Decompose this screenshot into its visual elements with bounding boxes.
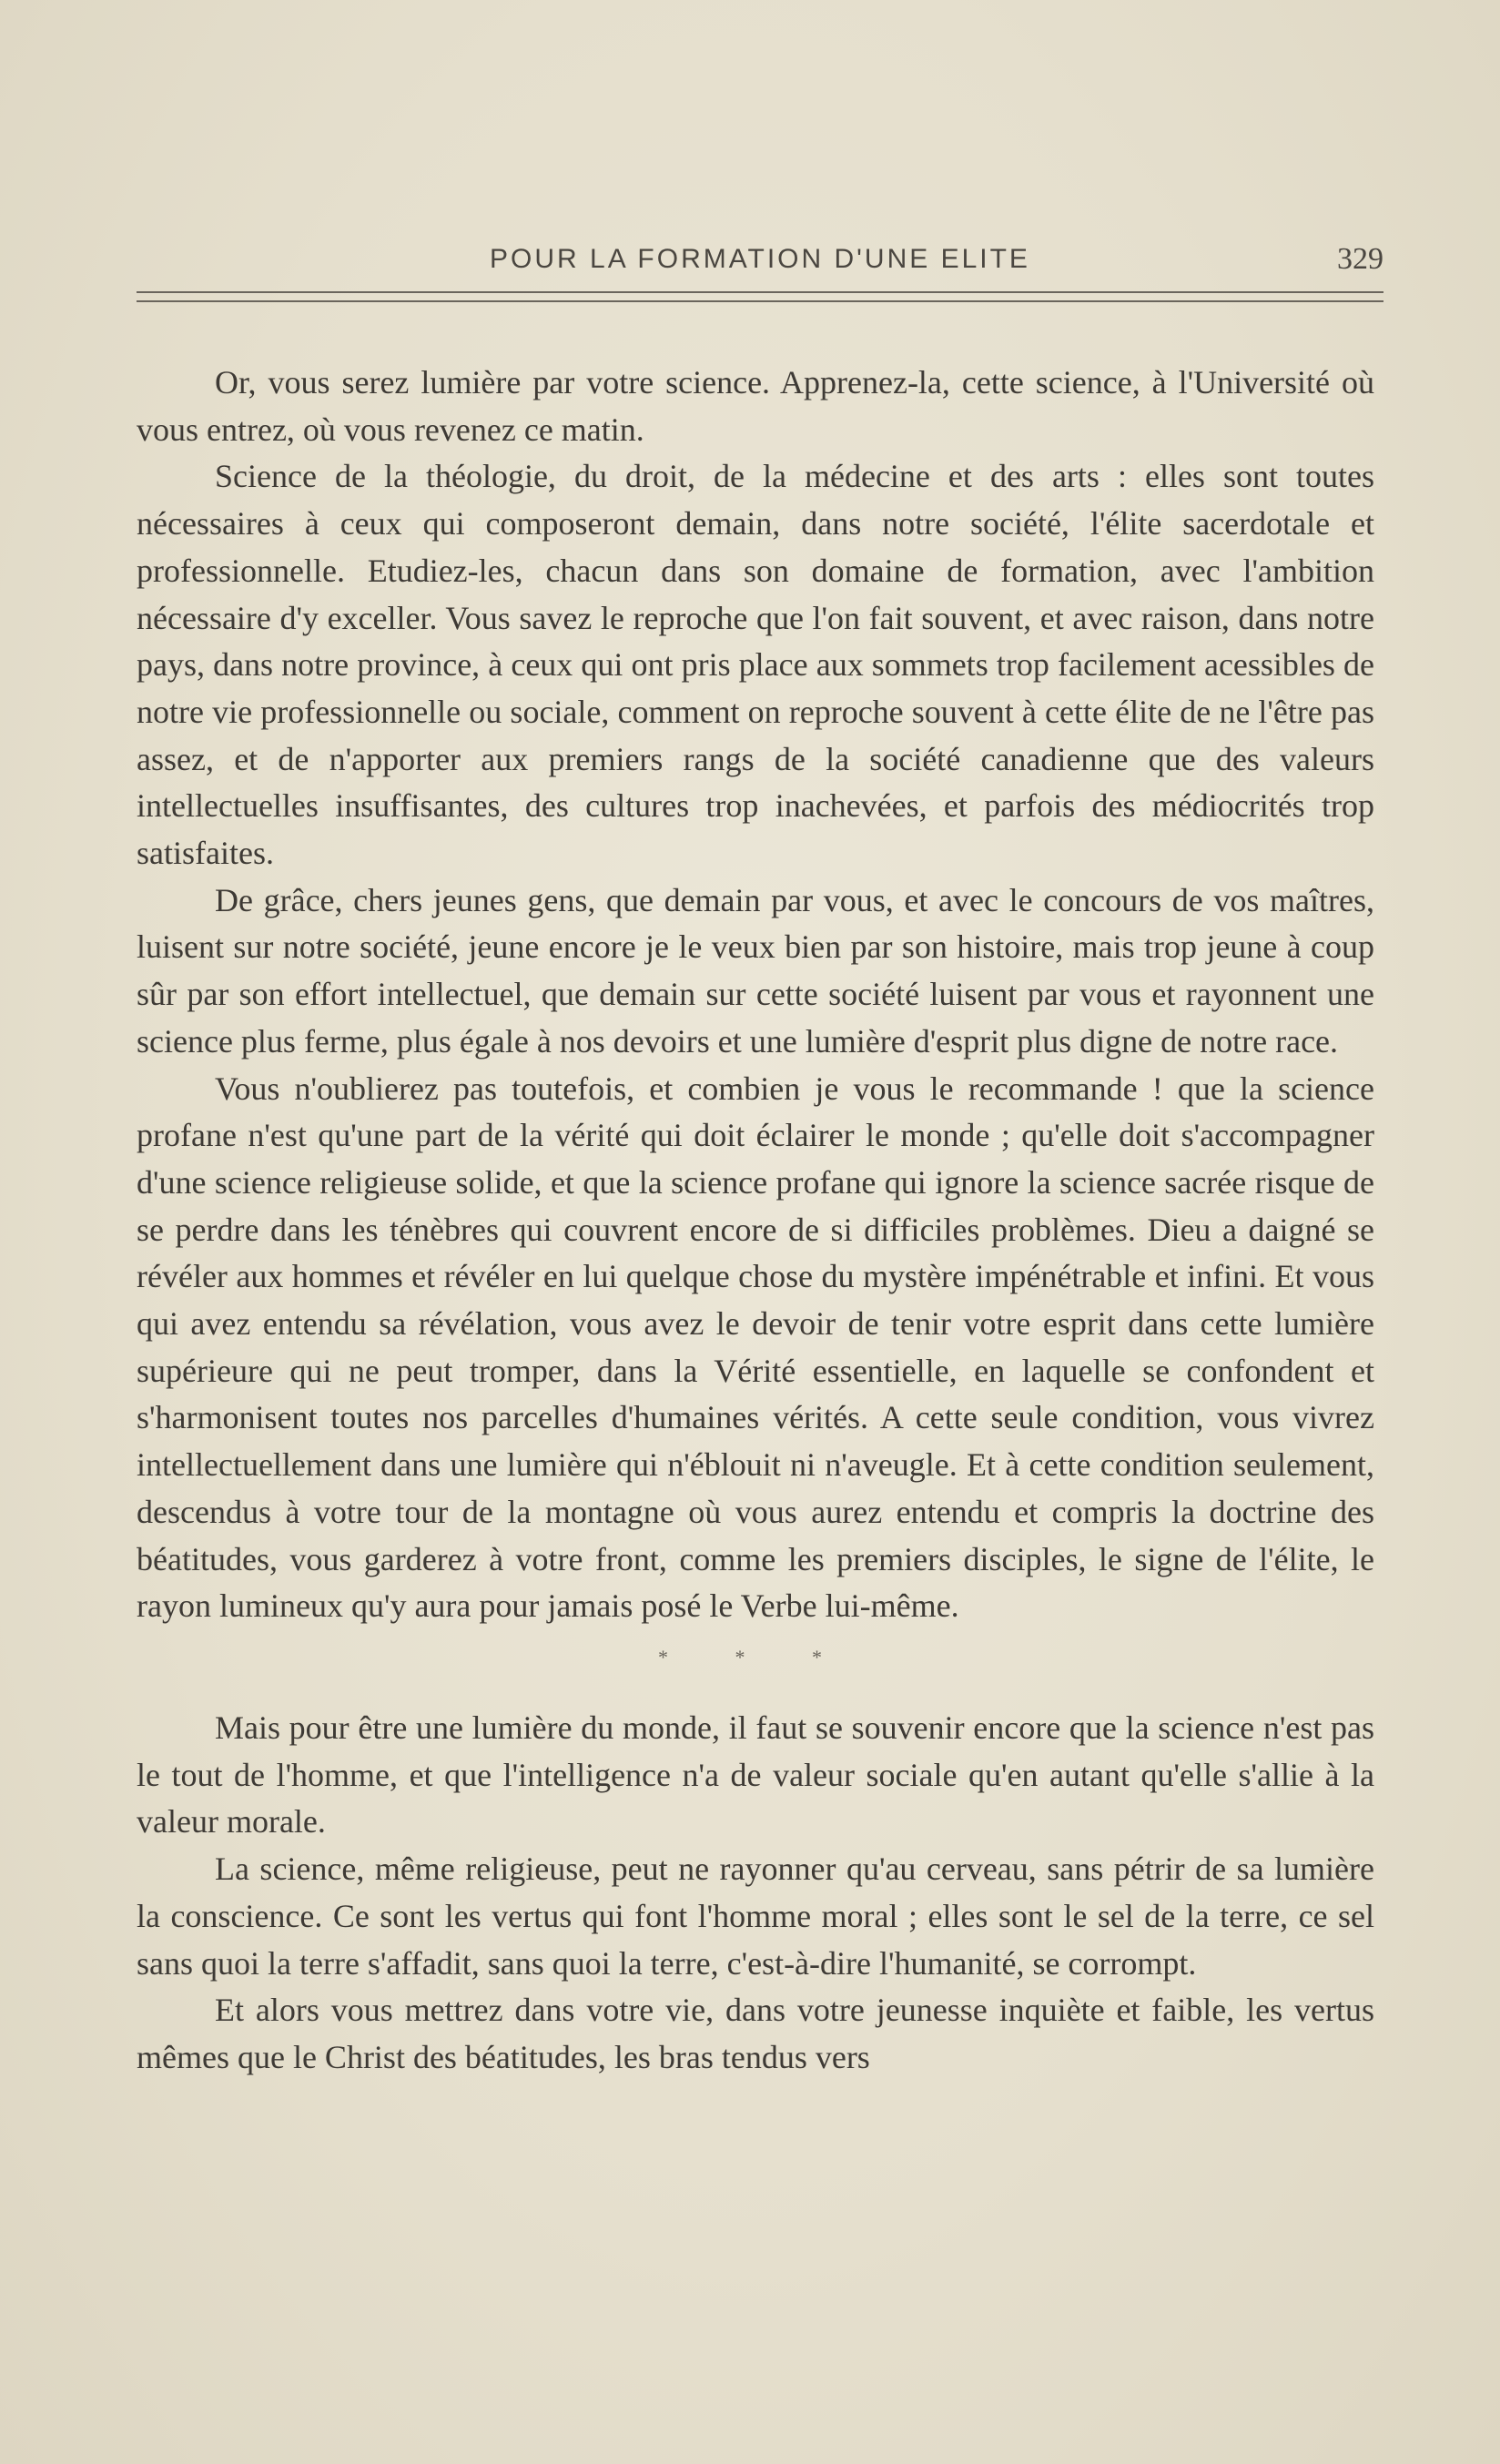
body-text xyxy=(137,360,1374,2082)
header-rule-double xyxy=(137,300,1383,302)
page-header xyxy=(137,238,1383,284)
paragraph: Mais pour être une lumière du monde, il faut se souvenir encore que la science n'est pas le tout de l'homme, et que l'intelligence n'a de valeur sociale qu'en autant qu'elle s'allie à la valeur morale. xyxy=(137,1709,1374,1840)
paragraph: De grâce, chers jeunes gens, que demain par vous, et avec le concours de vos maîtres, luisent sur notre société, jeune encore je le veux bien par son histoire, mais trop jeune à coup sûr par son effort intellectuel, que demain sur cette société luisent par vous et rayonnent une science plus ferme, plus égale à nos devoirs et une lumière d'esprit plus digne de notre race. xyxy=(137,881,1374,1060)
paragraph: Et alors vous mettrez dans votre vie, dans votre jeunesse inquiète et faible, les vertus mêmes que le Christ des béatitudes, les bras tendus vers xyxy=(137,1992,1374,2075)
paragraph: La science, même religieuse, peut ne rayonner qu'au cerveau, sans pétrir de sa lumière la conscience. Ce sont les vertus qui font l'homme moral ; elles sont le sel de la terre, ce sel sans quoi la terre s'affadit, sans quoi la terre, c'est-à-dire l'humanité, se corrompt. xyxy=(137,1851,1374,1982)
paragraph: Or, vous serez lumière par votre science. Apprenez-la, cette science, à l'Université où vous entrez, où vous revenez ce matin. xyxy=(137,364,1374,448)
running-title: POUR LA FORMATION D'UNE ELITE xyxy=(490,244,1030,274)
header-rule xyxy=(137,291,1383,293)
paragraph: Science de la théologie, du droit, de la médecine et des arts : elles sont toutes nécessaires à ceux qui composeront demain, dans notre société, l'élite sacerdotale et professionnelle. Etudiez-les, chacun dans son domaine de formation, avec l'ambition nécessaire d'y exceller. Vous savez le reproche que l'on fait souvent, et avec raison, dans notre pays, dans notre province, à ceux qui ont pris place aux sommets trop facilement acessibles de notre vie professionnelle ou sociale, comment on reproche souvent à cette élite de ne l'être pas assez, et de n'apporter aux premiers rangs de la société canadienne que des valeurs intellectuelles insuffisantes, des cultures trop inachevées, et parfois des médiocrités trop satisfaites. xyxy=(137,458,1374,872)
section-separator: * * * xyxy=(658,1645,853,1668)
paragraph: Vous n'oublierez pas toutefois, et combien je vous le recommande ! que la science profane n'est qu'une part de la vérité qui doit éclairer le monde ; qu'elle doit s'accompagner d'une science religieuse solide, et que la science profane qui ignore la science sacrée risque de se perdre dans les ténèbres qui couvrent encore de si difficiles problèmes. Dieu a daigné se révéler aux hommes et révéler en lui quelque chose du mystère impénétrable et infini. Et vous qui avez entendu sa révélation, vous avez le devoir de tenir votre esprit dans cette lumière supérieure qui ne peut tromper, dans la Vérité essentielle, en laquelle se confondent et s'harmonisent toutes nos parcelles d'humaines vérités. A cette seule condition, vous vivrez intellectuellement dans une lumière qui n'éblouit ni n'aveugle. Et à cette condition seulement, descendus à votre tour de la montagne où vous aurez entendu et compris la doctrine des béatitudes, vous garderez à votre front, comme les premiers disciples, le signe de l'élite, le rayon lumineux qu'y aura pour jamais posé le Verbe lui-même. xyxy=(137,1070,1374,1625)
page-number: 329 xyxy=(1337,242,1383,276)
